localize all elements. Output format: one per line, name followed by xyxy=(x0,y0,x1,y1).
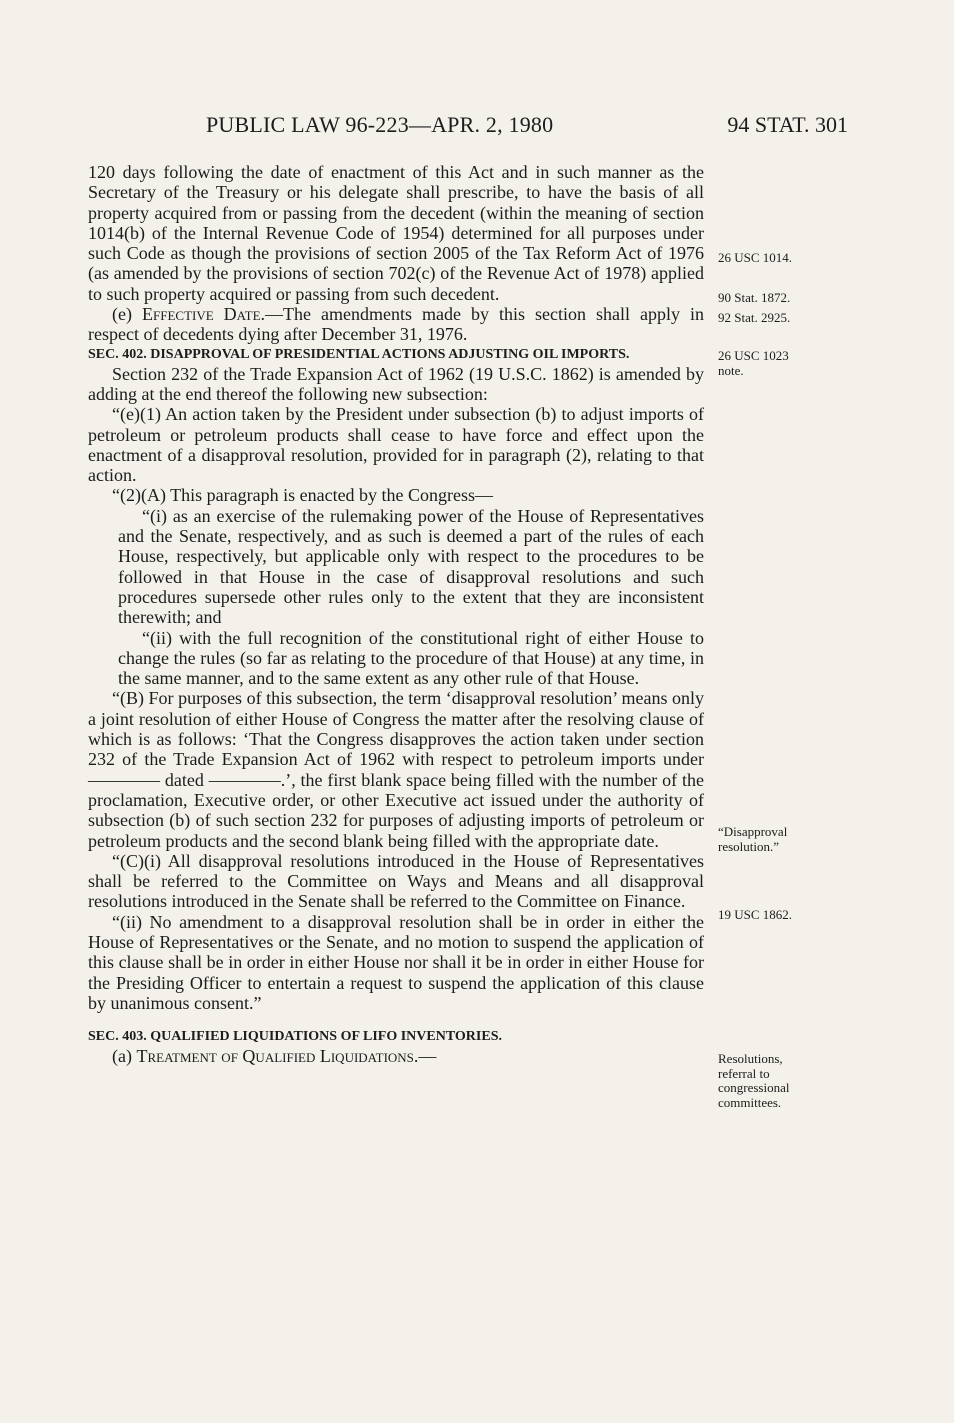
subsection-heading: Treatment of Qualified Liquidations. xyxy=(136,1046,419,1067)
margin-note-resolutions-referral: Resolutions, referral to congressional committees. xyxy=(718,1051,790,1110)
paragraph-2a-i: “(i) as an exercise of the rulemaking power of the House of Representatives and the Senate, respectively, and as such is deemed a part of the rules of each House, respectively, but applicable only with respect to the procedures to be followed in that House in the case of disapproval resolutions and such procedures supersede other rules only to the extent that they are inconsistent therewith; and xyxy=(118,505,704,628)
section-heading-402: SEC. 402. DISAPPROVAL OF PRESIDENTIAL ACTIONS ADJUSTING OIL IMPORTS. xyxy=(88,346,630,362)
header-title: PUBLIC LAW 96-223—APR. 2, 1980 xyxy=(206,112,554,137)
subsection-heading: Effective Date. xyxy=(142,304,266,325)
paragraph-2c-i: “(C)(i) All disapproval resolutions introduced in the House of Representatives shall be referred to the Committee on Ways and Means and all disapproval resolutions introduced in the Senate shall be referred to the Committee on Finance. xyxy=(88,850,704,912)
section-heading-403: SEC. 403. QUALIFIED LIQUIDATIONS OF LIFO INVENTORIES. xyxy=(88,1029,502,1045)
paragraph-2b: “(B) For purposes of this subsection, the term ‘disapproval resolution’ means only a joint resolution of either House of Congress the matter after the resolving clause of which is as follows: ‘That the Congress disapproves the action taken under section 232 of the Trade Expansion Act of 1962 with respect to petroleum imports under ———— dated ————.’, the first blank space being filled with the number of the proclamation, Executive order, or other Executive act issued under the authority of subsection (b) of such section 232 for purposes of adjusting imports of petroleum or petroleum products and the second blank being filled with the appropriate date. xyxy=(88,688,704,851)
margin-note-26usc1014: 26 USC 1014. xyxy=(718,250,793,265)
paragraph-2a-ii: “(ii) with the full recognition of the constitutional right of either House to change the rules (so far as relating to the procedure of that House) at any time, in the same manner, and to the same extent as any other rule of that House. xyxy=(118,627,704,689)
subsection-label: (a) xyxy=(112,1046,137,1067)
margin-note-disapproval-resolution: “Disapproval resolution.” xyxy=(718,824,788,854)
margin-note-92stat2925: 92 Stat. 2925. xyxy=(718,310,791,325)
paragraph-2c-ii: “(ii) No amendment to a disapproval resolution shall be in order in either the House of Representatives or the Senate, and no motion to suspend the application of this clause shall be in order in either House nor shall it be in order in either House for the Presiding Officer to entertain a request to suspend the application of this clause by unanimous consent.” xyxy=(88,911,704,1013)
margin-note-line: 26 USC 1023 xyxy=(718,348,789,363)
subsection-text: — xyxy=(418,1046,437,1067)
margin-note-26usc1023 xyxy=(718,349,828,378)
margin-note-line: note. xyxy=(718,362,744,378)
body-text xyxy=(88,162,704,1066)
paragraph-2a: “(2)(A) This paragraph is enacted by the Congress— xyxy=(112,485,494,506)
paragraph-effective-date xyxy=(88,304,704,345)
paragraph-e1: “(e)(1) An action taken by the President under subsection (b) to adjust imports of petroleum or petroleum products shall cease to have force and effect upon the enactment of a disapproval resolution, provided for in paragraph (2), relating to that action. xyxy=(88,404,704,486)
paragraph-403a xyxy=(88,1046,704,1066)
subsection-text: —The amendments made by this section shall apply in respect of decedents dying after December 31, 1976. xyxy=(88,304,705,345)
header-stat-page: 94 STAT. 301 xyxy=(727,112,848,137)
subsection-label: (e) xyxy=(112,304,142,325)
paragraph-section-232: Section 232 of the Trade Expansion Act of 1962 (19 U.S.C. 1862) is amended by adding at the end thereof the following new subsection: xyxy=(88,363,704,404)
page-header xyxy=(206,112,848,142)
margin-note-19usc1862: 19 USC 1862. xyxy=(718,907,793,922)
margin-note-90stat1872: 90 Stat. 1872. xyxy=(718,290,791,305)
paragraph-continuation: 120 days following the date of enactment of this Act and in such manner as the Secretary of the Treasury or his delegate shall prescribe, to have the basis of all property acquired from or passing from the decedent (within the meaning of section 1014(b) of the Internal Revenue Code of 1954) determined for all purposes under such Code as though the provisions of section 2005 of the Tax Reform Act of 1976 (as amended by the provisions of section 702(c) of the Revenue Act of 1978) applied to such property acquired or passing from such decedent. xyxy=(88,162,704,304)
